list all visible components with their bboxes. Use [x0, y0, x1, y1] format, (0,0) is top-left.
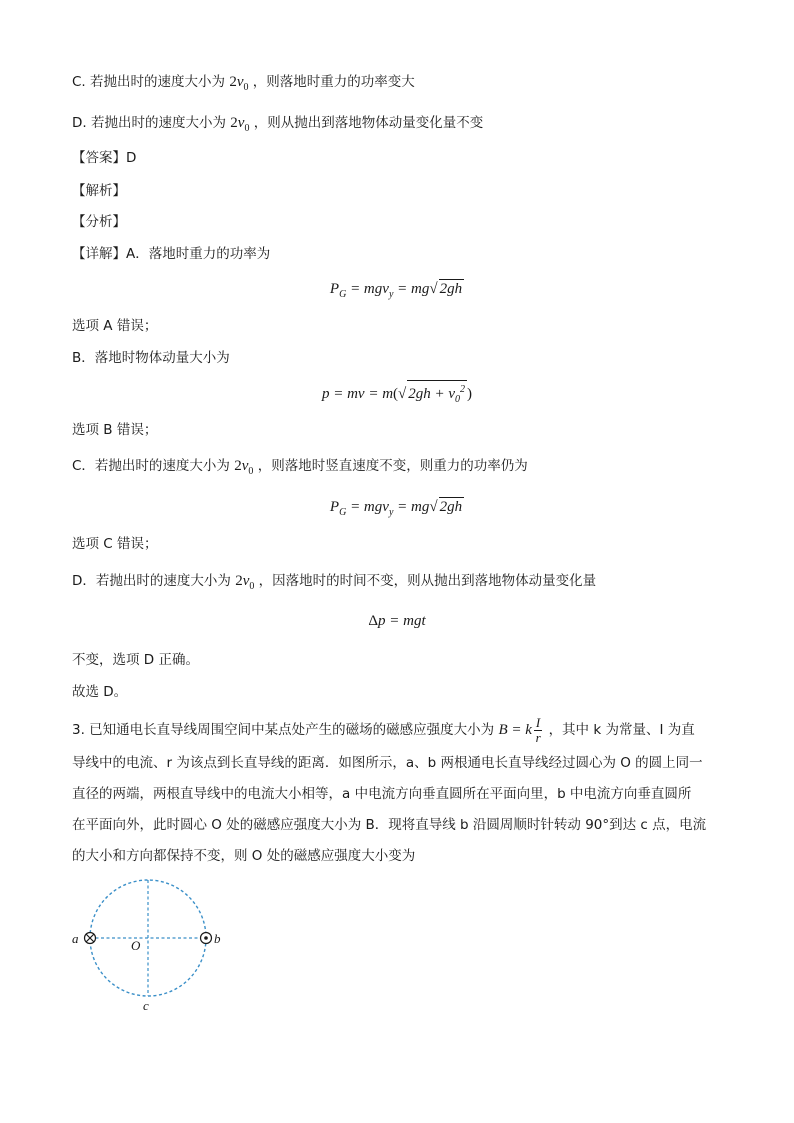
question3-line5: 的大小和方向都保持不变，则 O 处的磁感应强度大小变为	[72, 848, 416, 864]
equation-power-a: $P_G = mgv_y = mg√$ 2gh	[329, 281, 463, 300]
label-o: O	[131, 938, 141, 953]
equation-power-c: $P_G = mgv_y = mg√$ 2gh	[329, 499, 463, 518]
wire-b-out-of-page-icon	[201, 933, 212, 944]
equation-momentum-b: p = mv = m(√ $2gh + v_0^2$ )	[0, 380, 794, 409]
d-text-suffix: ，因落地时的时间不变，则从抛出到落地物体动量变化量	[258, 573, 597, 589]
b-text: B．落地时物体动量大小为	[72, 350, 230, 366]
equation-momentum-change: Δp = mgt	[368, 613, 426, 629]
option-d-prefix: D. 若抛出时的速度大小为	[72, 115, 226, 131]
math-2v0: $2v_0$	[229, 74, 249, 93]
a-conclusion: 选项 A 错误；	[72, 318, 158, 334]
label-b: b	[214, 931, 221, 946]
c-text-line	[72, 456, 528, 482]
final-choice: 故选 D。	[72, 684, 128, 700]
answer-value: D	[126, 150, 137, 166]
wire-a-into-page-icon	[85, 933, 96, 944]
question3-line4: 在平面向外，此时圆心 O 处的磁感应强度大小为 B．现将直导线 b 沿圆周顺时针转动 90°到达 c 点，电流	[72, 817, 707, 833]
answer-line	[72, 148, 136, 168]
math-2v0: $2v_0$	[235, 573, 255, 592]
d-text-prefix: D．若抛出时的速度大小为	[72, 573, 231, 589]
question3-line2: 导线中的电流、r 为该点到长直导线的距离．如图所示，a、b 两根通电长直导线经过圆心为 O 的圆上同一	[72, 755, 703, 771]
fenxi-heading: 【分析】	[72, 214, 126, 230]
b-conclusion: 选项 B 错误；	[72, 422, 158, 438]
option-c-suffix: ，则落地时重力的功率变大	[252, 74, 415, 90]
detail-a-line	[72, 244, 270, 264]
label-a: a	[72, 931, 79, 946]
math-2v0: $2v_0$	[234, 458, 254, 477]
question3-line3: 直径的两端，两根直导线中的电流大小相等，a 中电流方向垂直圆所在平面向里，b 中电流方向垂直圆所	[72, 786, 692, 802]
jiexi-heading: 【解析】	[72, 183, 126, 199]
option-d-suffix: ，则从抛出到落地物体动量变化量不变	[253, 115, 484, 131]
c-conclusion: 选项 C 错误；	[72, 536, 158, 552]
question3-line1-suffix: ，其中 k 为常量、I 为直	[548, 721, 695, 738]
question3-line1-prefix: 3. 已知通电长直导线周围空间中某点处产生的磁场的磁感应强度大小为	[72, 721, 495, 738]
c-text-suffix: ，则落地时竖直速度不变，则重力的功率仍为	[257, 458, 528, 474]
formula-b-kir: B = k $\frac{I}{r}$	[498, 715, 541, 745]
math-2v0: $2v_0$	[230, 115, 250, 134]
label-c: c	[143, 998, 149, 1013]
d-conclusion: 不变，选项 D 正确。	[72, 652, 199, 668]
option-d-line	[72, 113, 483, 139]
question3-line1	[72, 716, 695, 745]
d-text-line	[72, 571, 596, 597]
answer-label: 【答案】	[72, 150, 126, 166]
option-c-line	[72, 72, 415, 98]
detail-a-text: A．落地时重力的功率为	[126, 246, 271, 262]
detail-label: 【详解】	[72, 246, 126, 262]
c-text-prefix: C．若抛出时的速度大小为	[72, 458, 230, 474]
option-c-prefix: C. 若抛出时的速度大小为	[72, 74, 226, 90]
circle-diagram	[66, 876, 236, 1016]
